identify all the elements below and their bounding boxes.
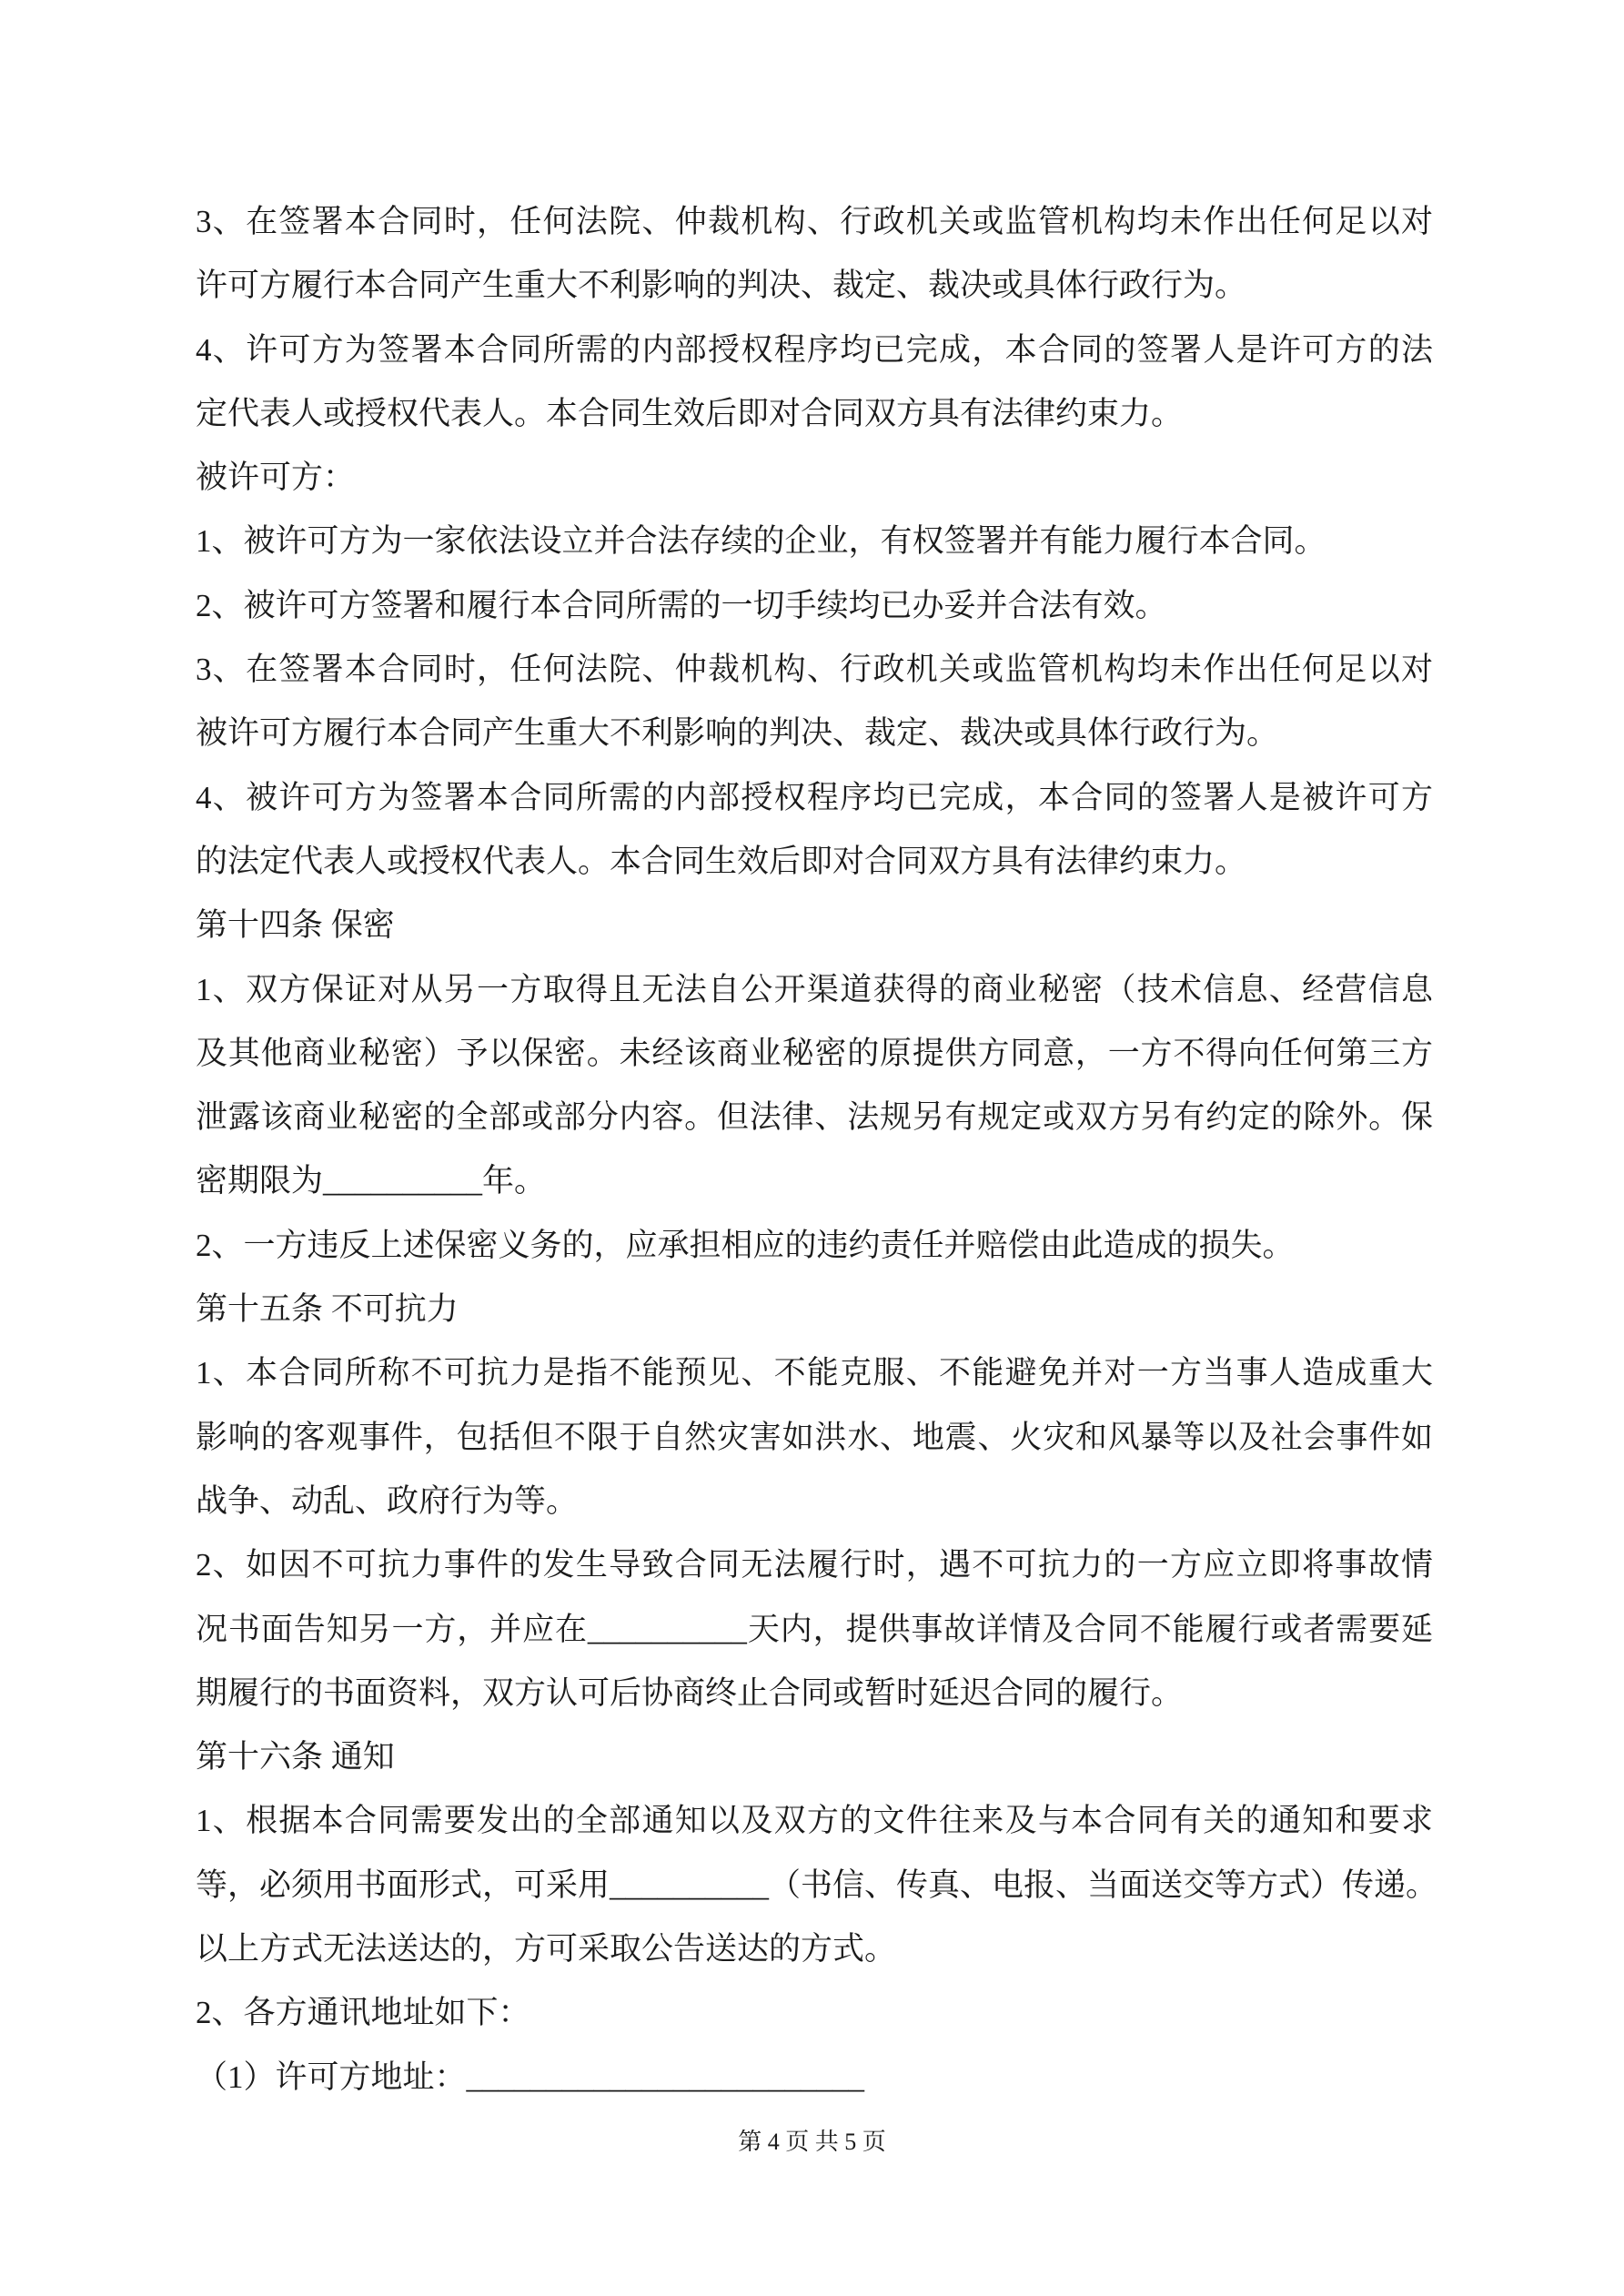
contract-line: 定代表人或授权代表人。本合同生效后即对合同双方具有法律约束力。 — [196, 395, 1184, 431]
contract-line: 2、被许可方签署和履行本合同所需的一切手续均已办妥并合法有效。 — [196, 587, 1167, 623]
contract-line: 1、本合同所称不可抗力是指不能预见、不能克服、不能避免并对一方当事人造成重大 — [196, 1355, 1433, 1391]
contract-line: 4、许可方为签署本合同所需的内部授权程序均已完成，本合同的签署人是许可方的法 — [196, 331, 1433, 368]
article-heading-14: 第十四条 保密 — [196, 907, 395, 944]
contract-line: 战争、动乱、政府行为等。 — [196, 1482, 579, 1519]
contract-line: 2、一方违反上述保密义务的，应承担相应的违约责任并赔偿由此造成的损失。 — [196, 1227, 1295, 1263]
contract-line: 2、各方通讯地址如下： — [196, 1995, 530, 2031]
contract-line: 及其他商业秘密）予以保密。未经该商业秘密的原提供方同意，一方不得向任何第三方 — [196, 1035, 1433, 1071]
contract-line: 期履行的书面资料，双方认可后协商终止合同或暂时延迟合同的履行。 — [196, 1674, 1184, 1711]
party-label: 被许可方： — [196, 460, 356, 496]
contract-line-with-blank: 况书面告知另一方，并应在__________天内，提供事故详情及合同不能履行或者需要延 — [196, 1611, 1433, 1647]
contract-line: 泄露该商业秘密的全部或部分内容。但法律、法规另有规定或双方另有约定的除外。保 — [196, 1099, 1433, 1136]
contract-line: 4、被许可方为签署本合同所需的内部授权程序均已完成，本合同的签署人是被许可方 — [196, 779, 1433, 815]
contract-line-with-blank: 密期限为__________年。 — [196, 1163, 547, 1199]
contract-line: 3、在签署本合同时，任何法院、仲裁机构、行政机关或监管机构均未作出任何足以对 — [196, 204, 1433, 239]
contract-line-with-blank: 等，必须用书面形式，可采用__________（书信、传真、电报、当面送交等方式）传递。 — [196, 1866, 1438, 1903]
article-heading-15: 第十五条 不可抗力 — [196, 1291, 459, 1328]
contract-line: 以上方式无法送达的，方可采取公告送达的方式。 — [196, 1931, 897, 1967]
contract-line: 的法定代表人或授权代表人。本合同生效后即对合同双方具有法律约束力。 — [196, 843, 1247, 879]
article-heading-16: 第十六条 通知 — [196, 1739, 395, 1775]
page-footer — [0, 2124, 1624, 2160]
contract-line: 1、根据本合同需要发出的全部通知以及双方的文件往来及与本合同有关的通知和要求 — [196, 1803, 1433, 1839]
contract-body — [196, 190, 1438, 2109]
contract-line: 3、在签署本合同时，任何法院、仲裁机构、行政机关或监管机构均未作出任何足以对 — [196, 652, 1433, 688]
contract-line: 影响的客观事件，包括但不限于自然灾害如洪水、地震、火灾和风暴等以及社会事件如 — [196, 1419, 1433, 1455]
contract-line: 2、如因不可抗力事件的发生导致合同无法履行时，遇不可抗力的一方应立即将事故情 — [196, 1547, 1433, 1583]
contract-line: 1、双方保证对从另一方取得且无法自公开渠道获得的商业秘密（技术信息、经营信息 — [196, 971, 1433, 1007]
contract-line: 被许可方履行本合同产生重大不利影响的判决、裁定、裁决或具体行政行为。 — [196, 715, 1279, 752]
contract-line: 1、被许可方为一家依法设立并合法存续的企业，有权签署并有能力履行本合同。 — [196, 523, 1326, 560]
page-number: 第 4 页 共 5 页 — [738, 2129, 886, 2155]
contract-line-with-blank: （1）许可方地址：_________________________ — [196, 2058, 865, 2095]
contract-line: 许可方履行本合同产生重大不利影响的判决、裁定、裁决或具体行政行为。 — [196, 268, 1247, 304]
